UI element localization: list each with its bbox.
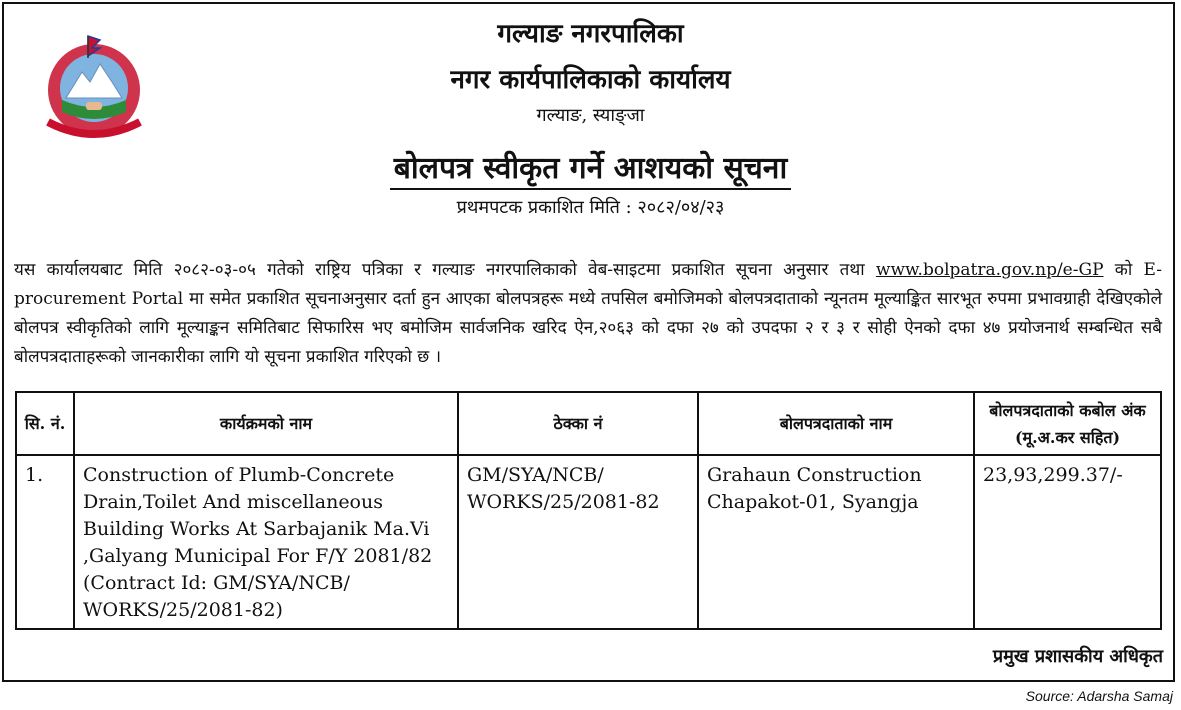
- table-header-row: [16, 392, 1161, 455]
- cell-program: Construction of Plumb-Concrete Drain,Toilet And miscellaneous Building Works At Sarbajanik Ma.Vi ,Galyang Municipal For F/Y 2081/82 (Contract Id: GM/SYA/NCB/ WORKS/25/2081-82): [74, 455, 458, 629]
- bid-table: [15, 391, 1162, 630]
- bolpatra-link[interactable]: www.bolpatra.gov.np/e-GP: [875, 260, 1104, 280]
- notice-body: यस कार्यालयबाट मिति २०८२-०३-०५ गतेको राष्ट्रिय पत्रिका र गल्याङ नगरपालिकाको वेब-साइटमा प्रकाशित सूचना अनुसार तथा www.bolpatra.gov.np/e-GP को E-procurement Portal मा समेत प्रकाशित सूचनाअनुसार दर्ता हुन आएका बोलपत्रहरू मध्ये तपसिल बमोजिमको बोलपत्रदाताको न्यूनतम मूल्याङ्कित सारभूत रुपमा प्रभावग्राही देखिएकोले बोलपत्र स्वीकृतिको लागि मूल्याङ्कन समितिबाट सिफारिस भए बमोजिम सार्वजनिक खरिद ऐन,२०६३ को दफा २७ को उपदफा २ र ३ र सोही ऐनको दफा ४७ प्रयोजनार्थ सम्बन्धित सबै बोलपत्रदाताहरूको जानकारीका लागि यो सूचना प्रकाशित गरिएको छ ।: [14, 260, 1162, 367]
- header-bidder: बोलपत्रदाताको नाम: [698, 392, 974, 455]
- cell-sn: 1.: [16, 455, 74, 629]
- cell-bidder: Grahaun Construction Chapakot-01, Syangja: [698, 455, 974, 629]
- header-amount: बोलपत्रदाताको कबोल अंक (मू.अ.कर सहित): [974, 392, 1161, 455]
- notice-title: बोलपत्र स्वीकृत गर्ने आशयको सूचना: [0, 146, 1181, 187]
- office-address: गल्याङ, स्याङ्जा: [536, 105, 645, 126]
- header-sn: सि. नं.: [16, 392, 74, 455]
- municipality-name: गल्याङ नगरपालिका: [497, 19, 684, 49]
- table-row: [16, 455, 1161, 629]
- office-name: नगर कार्यपालिकाको कार्यालय: [450, 65, 731, 95]
- publication-date: प्रथमपटक प्रकाशित मिति : २०८२/०४/२३: [456, 197, 725, 218]
- source-credit: Source: Adarsha Samaj: [1025, 688, 1173, 704]
- header-program: कार्यक्रमको नाम: [74, 392, 458, 455]
- cell-amount: 23,93,299.37/-: [974, 455, 1161, 629]
- signature-designation: प्रमुख प्रशासकीय अधिकृत: [992, 646, 1163, 667]
- header-contract-no: ठेक्का नं: [458, 392, 698, 455]
- cell-contract-no: GM/SYA/NCB/ WORKS/25/2081-82: [458, 455, 698, 629]
